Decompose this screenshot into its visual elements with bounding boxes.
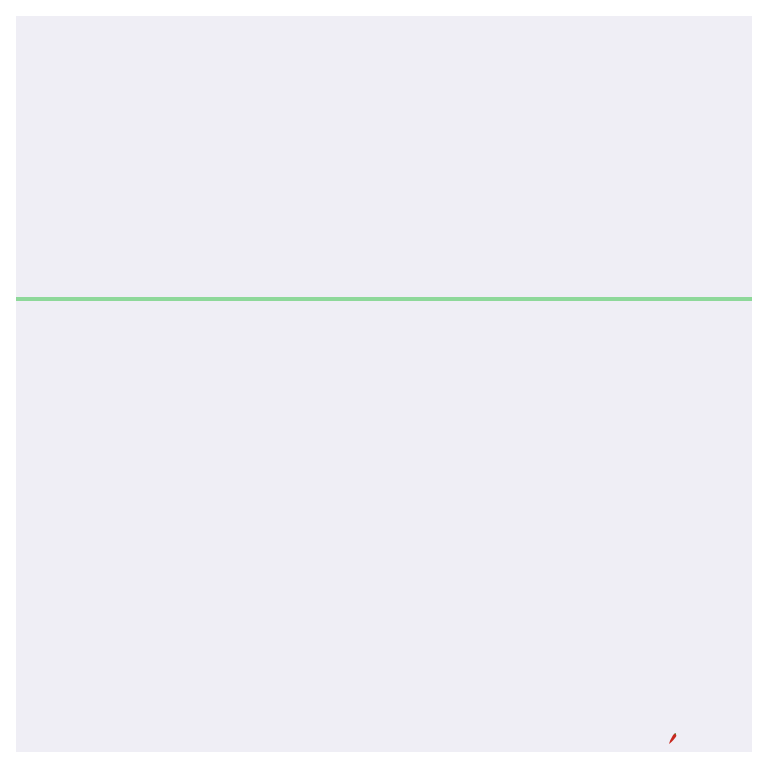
chili-pepper-icon <box>668 733 678 745</box>
menu-card <box>16 16 752 752</box>
spicy-legend <box>668 732 748 748</box>
section-divider <box>16 297 752 301</box>
